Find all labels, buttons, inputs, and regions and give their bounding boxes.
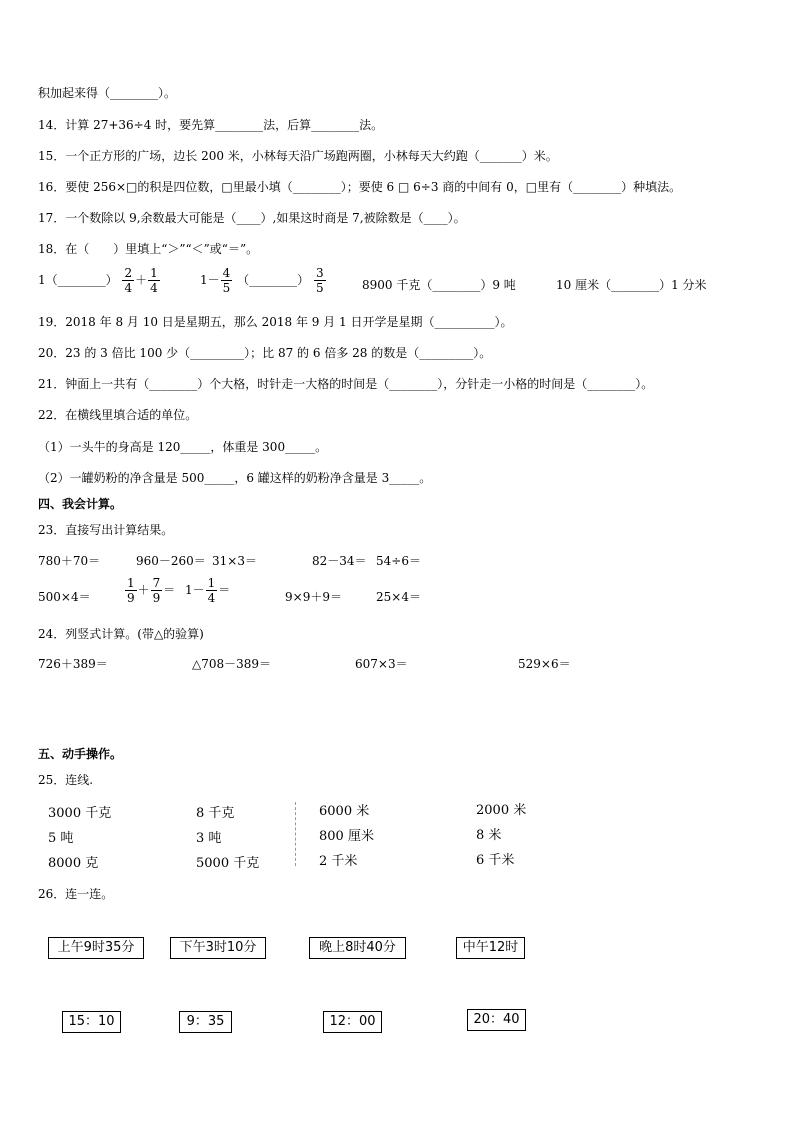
question-15: 15．一个正方形的广场，边长 200 米，小林每天沿广场跑两圈，小林每天大约跑（_______）米。 xyxy=(38,149,558,163)
question-17: 17．一个数除以 9,余数最大可能是（____）,如果这时商是 7,被除数是（____）。 xyxy=(38,211,466,225)
q23-r2-4: 9×9＋9＝ xyxy=(285,590,342,604)
question-24: 24．列竖式计算。(带△的验算) xyxy=(38,627,204,641)
numerator: 1 xyxy=(127,576,135,590)
question-22: 22．在横线里填合适的单位。 xyxy=(38,408,198,422)
question-16: 16．要使 256×□的积是四位数，□里最小填（________）；要使 6 □ 6÷3 商的中间有 0，□里有（________）种填法。 xyxy=(38,180,682,194)
q18-a-frac2 xyxy=(148,266,160,295)
q24-4: 529×6＝ xyxy=(518,657,571,671)
question-22-part-2: （2）一罐奶粉的净含量是 500_____，6 罐这样的奶粉净含量是 3_____。 xyxy=(38,471,432,485)
question-21: 21．钟面上一共有（________）个大格，时针走一大格的时间是（________），分针走一小格的时间是（________）。 xyxy=(38,377,654,391)
q18-item-c: 8900 千克（________）9 吨 xyxy=(362,278,516,292)
equals-sign: ＝ xyxy=(218,583,231,597)
numerator: 3 xyxy=(315,266,324,280)
denominator: 5 xyxy=(315,281,324,295)
question-26: 26．连一连。 xyxy=(38,887,114,901)
q18-b-frac xyxy=(221,266,233,295)
q23-r2-3 xyxy=(185,576,230,605)
equals-sign: ＝ xyxy=(163,583,176,597)
denominator: 9 xyxy=(152,591,161,605)
q18-b-blank: （________） xyxy=(237,273,310,287)
q23-frac-1-9 xyxy=(125,576,137,605)
q25-c3-3[interactable]: 2 千米 xyxy=(319,854,358,869)
q18-item-a xyxy=(38,266,161,295)
question-14: 14．计算 27+36÷4 时，要先算________法，后算________法。 xyxy=(38,118,384,132)
q26-clock-box-4[interactable]: 20：40 xyxy=(467,1009,526,1031)
q23-r1-2: 960－260＝ xyxy=(136,554,206,568)
numerator: 7 xyxy=(152,576,161,590)
plus-sign: ＋ xyxy=(135,273,148,287)
q23-r2-5: 25×4＝ xyxy=(376,590,421,604)
denominator: 9 xyxy=(127,591,135,605)
q23-frac-7-9 xyxy=(151,576,163,605)
q24-1: 726＋389＝ xyxy=(38,657,108,671)
q26-clock-box-1[interactable]: 15：10 xyxy=(62,1011,121,1033)
q25-c2-2[interactable]: 3 吨 xyxy=(196,831,222,846)
q26-time-box-4[interactable]: 中午12时 xyxy=(456,937,525,959)
question-19: 19．2018 年 8 月 10 日是星期五，那么 2018 年 9 月 1 日开学是星期（__________）。 xyxy=(38,315,513,329)
q23-r1-4: 82－34＝ xyxy=(312,554,367,568)
q18-a-frac1 xyxy=(122,266,134,295)
denominator: 4 xyxy=(124,281,133,295)
q25-c4-3[interactable]: 6 千米 xyxy=(476,853,515,868)
q18-item-d: 10 厘米（________）1 分米 xyxy=(556,278,707,292)
numerator: 1 xyxy=(207,576,216,590)
line-13-end: 积加起来得（________）。 xyxy=(38,86,177,100)
q25-c1-1[interactable]: 3000 千克 xyxy=(48,806,112,821)
plus-sign: ＋ xyxy=(137,583,150,597)
q25-c2-3[interactable]: 5000 千克 xyxy=(196,856,260,871)
q25-c4-2[interactable]: 8 米 xyxy=(476,828,502,843)
q25-c2-1[interactable]: 8 千克 xyxy=(196,806,235,821)
q25-c3-2[interactable]: 800 厘米 xyxy=(319,829,374,844)
q23-r1-5: 54÷6＝ xyxy=(376,554,421,568)
denominator: 4 xyxy=(150,281,158,295)
q26-time-box-3[interactable]: 晚上8时40分 xyxy=(309,937,406,959)
q26-clock-box-3[interactable]: 12：00 xyxy=(323,1011,382,1033)
q23-frac-1-4 xyxy=(206,576,218,605)
section-4-heading: 四、我会计算。 xyxy=(38,497,123,511)
q24-2: △708－389＝ xyxy=(192,657,272,671)
numerator: 2 xyxy=(124,266,133,280)
q23-r2-2 xyxy=(124,576,175,605)
question-20: 20．23 的 3 倍比 100 少（_________）；比 87 的 6 倍多 28 的数是（_________）。 xyxy=(38,346,492,360)
question-25: 25．连线. xyxy=(38,773,94,787)
q18-item-b xyxy=(200,266,327,295)
numerator: 1 xyxy=(150,266,158,280)
denominator: 4 xyxy=(207,591,216,605)
q18-a-left: 1（________） xyxy=(38,273,118,287)
numerator: 4 xyxy=(222,266,231,280)
q25-c3-1[interactable]: 6000 米 xyxy=(319,804,370,819)
q23-r1-3: 31×3＝ xyxy=(212,554,257,568)
q23-r2-1: 500×4＝ xyxy=(38,590,91,604)
q18-b-rfrac xyxy=(314,266,326,295)
minuend: 1－ xyxy=(185,583,205,597)
q26-time-box-1[interactable]: 上午9时35分 xyxy=(48,937,144,959)
q18-b-left: 1－ xyxy=(200,273,220,287)
q26-time-box-2[interactable]: 下午3时10分 xyxy=(170,937,266,959)
q25-c1-3[interactable]: 8000 克 xyxy=(48,856,99,871)
q23-r1-1: 780＋70＝ xyxy=(38,554,101,568)
section-5-heading: 五、动手操作。 xyxy=(38,747,123,761)
q25-c4-1[interactable]: 2000 米 xyxy=(476,803,527,818)
q25-c1-2[interactable]: 5 吨 xyxy=(48,831,74,846)
question-22-part-1: （1）一头牛的身高是 120_____，体重是 300_____。 xyxy=(38,440,328,454)
question-18: 18．在（ ）里填上“＞”“＜”或“＝”。 xyxy=(38,242,259,256)
q24-3: 607×3＝ xyxy=(355,657,408,671)
question-23: 23．直接写出计算结果。 xyxy=(38,523,174,537)
q25-divider xyxy=(295,802,296,866)
q26-clock-box-2[interactable]: 9：35 xyxy=(179,1011,232,1033)
denominator: 5 xyxy=(222,281,231,295)
